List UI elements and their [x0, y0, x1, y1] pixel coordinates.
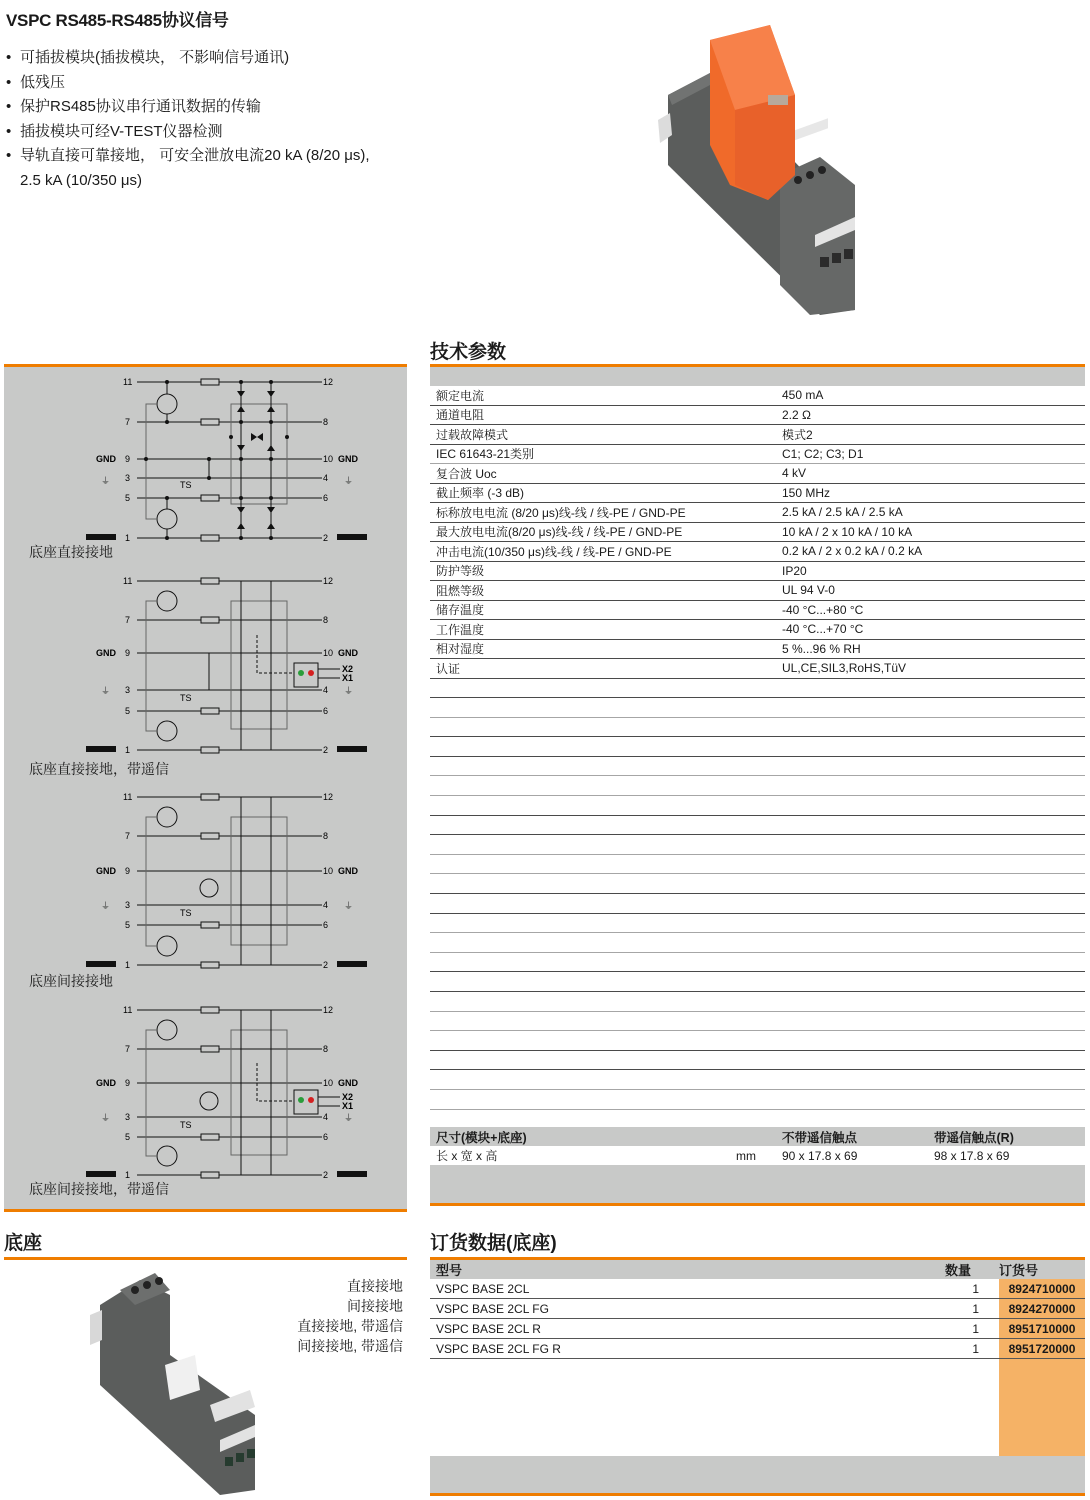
param-name: 防护等级	[436, 564, 485, 579]
base-variant: 直接接地, 带遥信	[297, 1318, 403, 1334]
feature-item: • 可插拔模块(插拔模块， 不影响信号通讯)	[6, 46, 370, 71]
param-name: 最大放电电流(8/20 μs)线-线 / 线-PE / GND-PE	[436, 525, 683, 540]
svg-text:7: 7	[125, 615, 131, 625]
svg-text:X2: X2	[342, 1092, 354, 1102]
svg-text:9: 9	[125, 1078, 131, 1088]
svg-text:X2: X2	[342, 664, 354, 674]
tech-param-row	[430, 659, 1085, 679]
svg-text:⏚: ⏚	[101, 686, 111, 696]
svg-text:GND: GND	[338, 866, 358, 876]
svg-text:11: 11	[123, 577, 133, 586]
dimensions-table	[430, 1127, 1085, 1206]
circuit-diagram-indirect	[4, 789, 407, 999]
param-value: 4 kV	[782, 466, 807, 481]
param-name: 阻燃等级	[436, 583, 485, 598]
circuit-diagram-panel	[4, 364, 407, 1212]
param-value: C1; C2; C3; D1	[782, 446, 864, 461]
svg-text:GND: GND	[338, 1078, 358, 1088]
svg-text:11: 11	[123, 792, 133, 802]
tech-param-row	[430, 464, 1085, 484]
feature-list	[6, 46, 370, 193]
svg-text:GND: GND	[96, 1078, 116, 1088]
svg-text:⏚: ⏚	[101, 476, 111, 486]
tech-param-row	[430, 562, 1085, 582]
tech-param-empty-row	[430, 1051, 1085, 1071]
feature-item: • 插拔模块可经V-TEST仪器检测	[6, 120, 370, 145]
svg-text:3: 3	[125, 473, 131, 483]
tech-param-empty-row	[430, 679, 1085, 699]
svg-text:3: 3	[125, 685, 131, 695]
tech-param-empty-row	[430, 1012, 1085, 1032]
param-name: 相对湿度	[436, 642, 485, 657]
order-row: VSPC BASE 2CL FG R 1 8951720000	[430, 1339, 1085, 1359]
tech-param-empty-row	[430, 737, 1085, 757]
svg-text:⏚: ⏚	[344, 476, 354, 486]
base-variant: 间接接地	[347, 1298, 403, 1314]
svg-text:1: 1	[125, 960, 131, 970]
tech-params-header	[430, 367, 1085, 386]
order-row: VSPC BASE 2CL 1 8924710000	[430, 1279, 1085, 1299]
svg-text:GND: GND	[338, 648, 358, 658]
circuit-diagram-remote	[4, 577, 407, 789]
tech-param-row	[430, 620, 1085, 640]
diagram-caption: 底座直接接地	[29, 544, 113, 560]
page-title: VSPC RS485-RS485协议信号	[6, 11, 229, 30]
circuit-diagram-indirect-remote	[4, 1001, 407, 1209]
tech-param-empty-row	[430, 816, 1085, 836]
base-variant: 直接接地	[347, 1278, 403, 1294]
tech-param-empty-row	[430, 874, 1085, 894]
param-name: 截止频率 (-3 dB)	[436, 486, 525, 501]
svg-text:5: 5	[125, 920, 131, 930]
svg-text:GND: GND	[96, 866, 116, 876]
base-variant: 间接接地, 带遥信	[297, 1338, 403, 1354]
tech-param-row	[430, 542, 1085, 562]
param-name: 过载故障模式	[436, 427, 509, 442]
svg-text:7: 7	[125, 1044, 131, 1054]
tech-params-title: 技术参数	[430, 342, 507, 363]
diagram-caption: 底座直接接地，带遥信	[29, 761, 169, 777]
svg-text:2: 2	[323, 533, 329, 543]
param-value: 2.5 kA / 2.5 kA / 2.5 kA	[782, 505, 903, 520]
tech-param-empty-row	[430, 953, 1085, 973]
param-value: UL,CE,SIL3,RoHS,TüV	[782, 661, 907, 676]
base-divider	[4, 1257, 407, 1260]
svg-text:2: 2	[323, 1170, 329, 1180]
svg-text:10: 10	[323, 1078, 334, 1088]
tech-param-row	[430, 386, 1085, 406]
svg-text:TS: TS	[180, 480, 192, 490]
svg-text:8: 8	[323, 615, 329, 625]
svg-text:GND: GND	[338, 454, 358, 464]
tech-param-empty-row	[430, 914, 1085, 934]
svg-text:6: 6	[323, 706, 329, 716]
svg-text:7: 7	[125, 831, 131, 841]
svg-text:1: 1	[125, 1170, 131, 1180]
svg-text:TS: TS	[180, 693, 192, 703]
svg-text:10: 10	[323, 866, 334, 876]
order-number: 8951720000	[999, 1339, 1085, 1358]
order-data-footer	[430, 1456, 1085, 1496]
param-value: -40 °C...+70 °C	[782, 622, 864, 637]
dimensions-row: 长 x 宽 x 高 mm 90 x 17.8 x 69 98 x 17.8 x 69	[436, 1148, 1010, 1163]
param-value: UL 94 V-0	[782, 583, 835, 598]
svg-text:2: 2	[323, 960, 329, 970]
tech-param-row	[430, 406, 1085, 426]
tech-param-empty-row	[430, 776, 1085, 796]
param-name: 工作温度	[436, 622, 485, 637]
tech-param-empty-row	[430, 855, 1085, 875]
svg-text:8: 8	[323, 417, 329, 427]
order-number: 8951710000	[999, 1319, 1085, 1338]
order-row: VSPC BASE 2CL FG 1 8924270000	[430, 1299, 1085, 1319]
order-data-header: 型号 数量 订货号	[430, 1260, 1085, 1279]
param-name: 认证	[436, 661, 461, 676]
svg-text:11: 11	[123, 377, 133, 387]
param-value: -40 °C...+80 °C	[782, 602, 864, 617]
svg-text:9: 9	[125, 454, 131, 464]
diagram-caption: 底座间接接地，带遥信	[29, 1181, 169, 1197]
param-value: 150 MHz	[782, 485, 831, 500]
svg-text:12: 12	[323, 577, 334, 586]
svg-text:5: 5	[125, 706, 131, 716]
feature-item: • 导轨直接可靠接地， 可安全泄放电流20 kA (8/20 μs),	[6, 144, 370, 169]
base-image	[70, 1265, 275, 1495]
svg-text:GND: GND	[96, 648, 116, 658]
svg-text:10: 10	[323, 454, 334, 464]
tech-param-empty-row	[430, 835, 1085, 855]
svg-text:5: 5	[125, 493, 131, 503]
svg-text:8: 8	[323, 831, 329, 841]
svg-text:10: 10	[323, 648, 334, 658]
svg-text:⏚: ⏚	[344, 901, 354, 911]
param-value: IP20	[782, 563, 807, 578]
svg-text:4: 4	[323, 900, 329, 910]
svg-text:6: 6	[323, 493, 329, 503]
svg-text:12: 12	[323, 792, 334, 802]
order-data-empty	[430, 1359, 1085, 1456]
param-name: 额定电流	[436, 388, 485, 403]
tech-param-row	[430, 523, 1085, 543]
tech-param-empty-row	[430, 1070, 1085, 1090]
tech-param-row	[430, 640, 1085, 660]
svg-text:2: 2	[323, 745, 329, 755]
base-title: 底座	[4, 1233, 43, 1254]
svg-text:12: 12	[323, 1005, 334, 1015]
param-name: 冲击电流(10/350 μs)线-线 / 线-PE / GND-PE	[436, 544, 672, 559]
param-name: IEC 61643-21类别	[436, 447, 535, 462]
svg-text:4: 4	[323, 473, 329, 483]
tech-param-empty-row	[430, 972, 1085, 992]
param-value: 10 kA / 2 x 10 kA / 10 kA	[782, 524, 913, 539]
svg-text:⏚: ⏚	[344, 1113, 354, 1123]
tech-param-row	[430, 503, 1085, 523]
tech-param-row	[430, 581, 1085, 601]
dimensions-header: 尺寸(模块+底座) 不带遥信触点 带遥信触点(R)	[430, 1127, 1085, 1146]
circuit-diagram	[4, 367, 407, 577]
order-data-title: 订货数据(底座)	[430, 1233, 557, 1254]
svg-text:9: 9	[125, 866, 131, 876]
svg-text:7: 7	[125, 417, 131, 427]
param-name: 标称放电电流 (8/20 μs)线-线 / 线-PE / GND-PE	[436, 505, 686, 520]
tech-param-empty-row	[430, 1090, 1085, 1110]
param-name: 复合波 Uoc	[436, 466, 497, 481]
order-data-table	[430, 1257, 1085, 1496]
param-name: 通道电阻	[436, 408, 485, 423]
svg-text:3: 3	[125, 1112, 131, 1122]
svg-text:X1: X1	[342, 1101, 354, 1111]
svg-text:8: 8	[323, 1044, 329, 1054]
tech-param-row	[430, 445, 1085, 465]
order-number: 8924710000	[999, 1279, 1085, 1298]
feature-item: • 低残压	[6, 71, 370, 96]
svg-text:TS: TS	[180, 908, 192, 918]
svg-text:⏚: ⏚	[101, 901, 111, 911]
svg-text:6: 6	[323, 1132, 329, 1142]
svg-text:5: 5	[125, 1132, 131, 1142]
base-variant-list	[250, 1276, 403, 1356]
tech-params-table	[430, 364, 1085, 1110]
tech-param-empty-row	[430, 757, 1085, 777]
svg-text:12: 12	[323, 377, 334, 387]
svg-text:1: 1	[125, 745, 131, 755]
svg-text:6: 6	[323, 920, 329, 930]
dimensions-footer	[430, 1165, 1085, 1206]
feature-continuation: 2.5 kA (10/350 μs)	[20, 171, 143, 189]
tech-param-empty-row	[430, 894, 1085, 914]
svg-text:1: 1	[125, 533, 131, 543]
svg-text:11: 11	[123, 1005, 133, 1015]
svg-text:9: 9	[125, 648, 131, 658]
tech-param-empty-row	[430, 933, 1085, 953]
svg-text:GND: GND	[96, 454, 116, 464]
param-value: 450 mA	[782, 388, 824, 403]
tech-param-empty-row	[430, 796, 1085, 816]
svg-text:4: 4	[323, 685, 329, 695]
svg-text:TS: TS	[180, 1120, 192, 1130]
tech-param-row	[430, 425, 1085, 445]
tech-param-empty-row	[430, 718, 1085, 738]
feature-item: • 保护RS485协议串行通讯数据的传输	[6, 95, 370, 120]
svg-text:4: 4	[323, 1112, 329, 1122]
svg-text:⏚: ⏚	[344, 686, 354, 696]
tech-param-empty-row	[430, 1031, 1085, 1051]
order-row: VSPC BASE 2CL R 1 8951710000	[430, 1319, 1085, 1339]
svg-text:⏚: ⏚	[101, 1113, 111, 1123]
svg-text:3: 3	[125, 900, 131, 910]
product-image	[650, 25, 870, 315]
order-number: 8924270000	[999, 1299, 1085, 1318]
tech-param-row	[430, 484, 1085, 504]
svg-text:X1: X1	[342, 673, 354, 683]
param-value: 5 %...96 % RH	[782, 641, 861, 656]
tech-param-empty-row	[430, 992, 1085, 1012]
param-name: 储存温度	[436, 603, 485, 618]
param-value: 2.2 Ω	[782, 407, 811, 422]
diagram-caption: 底座间接接地	[29, 973, 113, 989]
tech-param-empty-row	[430, 698, 1085, 718]
param-value: 模式2	[782, 427, 813, 442]
param-value: 0.2 kA / 2 x 0.2 kA / 0.2 kA	[782, 544, 923, 559]
tech-param-row	[430, 601, 1085, 621]
